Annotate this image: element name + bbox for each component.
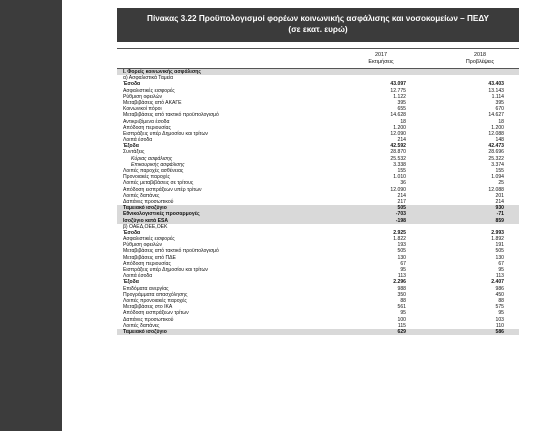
table-body: [117, 69, 519, 335]
value-2017: 217: [397, 198, 406, 205]
value-2017: 629: [397, 328, 406, 335]
value-2018: 95: [498, 310, 504, 317]
row-label: Κοινωνικοί πόροι: [123, 106, 162, 113]
row-label: Ασφαλιστικές εισφορές: [123, 236, 175, 243]
value-2017: 1.010: [393, 174, 406, 181]
row-label: Επιδόματα ανεργίας: [123, 285, 169, 292]
value-2017: 193: [397, 242, 406, 249]
value-2018: 95: [498, 267, 504, 273]
row-label: Έξοδα: [123, 279, 139, 286]
row-label: Λοιπές προνοιακές παροχές: [123, 297, 187, 304]
value-2018: 18: [498, 118, 504, 125]
value-2017: -198: [395, 217, 406, 224]
value-2018: 155: [495, 168, 504, 174]
row-label: Μεταβιβάσεις από τακτικό προϋπολογισμό: [123, 248, 219, 255]
value-2017: 1.122: [393, 93, 406, 100]
value-2018: 395: [495, 99, 504, 106]
row-label: Συντάξεις: [123, 149, 145, 156]
value-2017: 12.090: [390, 130, 406, 137]
row-label: Ρύθμιση οφειλών: [123, 93, 163, 100]
row-label: Δαπάνες προσωπικού: [123, 198, 174, 205]
value-2017: 561: [397, 304, 406, 311]
row-label: Έσοδα: [123, 81, 141, 88]
value-2017: 14.628: [390, 112, 406, 119]
row-label: Προγράμματα απασχόλησης: [123, 291, 188, 298]
value-2017: 395: [397, 99, 406, 106]
col-2017-header: [351, 52, 411, 65]
value-2018: 113: [495, 273, 504, 280]
value-2017: 36: [400, 180, 406, 187]
row-label: Έξοδα: [123, 143, 139, 150]
value-2018: 28.696: [488, 149, 504, 156]
row-label: Εθνικολογιστικές προσαρμογές: [123, 211, 200, 218]
value-2017: 155: [397, 168, 406, 174]
value-2018: 130: [495, 254, 504, 261]
table-unit-subtitle: (σε εκατ. ευρώ): [288, 25, 348, 34]
row-label: Μεταβιβάσεις στο ΙΚΑ: [123, 304, 173, 311]
value-2017: 95: [400, 267, 406, 273]
row-label: Λοιπές δαπάνες: [123, 322, 160, 329]
value-2018: 43.403: [488, 81, 504, 88]
value-2018: 986: [495, 285, 504, 292]
value-2017: 88: [400, 297, 406, 304]
table-title: Πίνακας 3.22 Προϋπολογισμοί φορέων κοινωνικής ασφάλισης και νοσοκομείων – ΠΕΔΥ: [147, 14, 489, 23]
value-2018: 214: [495, 198, 504, 205]
value-2018: -71: [496, 211, 504, 218]
table-title-bar: [117, 8, 519, 42]
value-2017: 115: [397, 322, 406, 329]
value-2018: 14.627: [488, 112, 504, 119]
row-label: Ασφαλιστικές εισφορές: [123, 87, 175, 94]
value-2017: 130: [397, 254, 406, 261]
row-label: Μεταβιβάσεις από ΑΚΑΓΕ: [123, 99, 182, 106]
row-label: Δαπάνες προσωπικού: [123, 316, 174, 323]
value-2017: 350: [397, 291, 406, 298]
row-label: Λοιπές μεταβιβάσεις σε τρίτους: [123, 180, 194, 187]
value-2018: 42.473: [488, 143, 504, 150]
value-2018: 1.200: [491, 124, 504, 131]
value-2018: 670: [495, 106, 504, 113]
value-2018: 586: [495, 328, 504, 335]
value-2017: 3.338: [393, 161, 406, 168]
row-label: Λοιπές δαπάνες: [123, 192, 160, 199]
value-2018: 88: [498, 297, 504, 304]
value-2017: -703: [395, 211, 406, 218]
value-2017: 1.200: [393, 124, 406, 131]
value-2018: 110: [495, 322, 504, 329]
col-2018-header: [450, 52, 510, 65]
value-2017: 214: [397, 192, 406, 199]
row-label: Ισοζύγιο κατά ESA: [123, 217, 169, 224]
value-2018: 67: [498, 260, 504, 267]
value-2018: 25.322: [488, 155, 504, 162]
value-2018: 505: [495, 248, 504, 255]
value-2017: 28.870: [390, 149, 406, 156]
value-2017: 2.925: [393, 229, 406, 236]
value-2017: 214: [397, 137, 406, 144]
value-2018: 103: [495, 316, 504, 323]
value-2017: 2.296: [393, 279, 406, 286]
row-label: Προνοιακές παροχές: [123, 174, 170, 181]
row-label: Απόδοση εισπράξεων τρίτων: [123, 310, 189, 317]
col-2018-label: Προβλέψεις: [465, 58, 495, 65]
value-2018: 930: [495, 205, 504, 212]
value-2018: 2.407: [491, 279, 504, 286]
row-label: α) Ασφαλιστικά Ταμεία: [123, 75, 174, 82]
row-label: Αντικριζόμενα έσοδα: [123, 118, 170, 125]
row-label: Εισπράξεις υπέρ Δημοσίου και τρίτων: [123, 130, 208, 137]
table-row: [117, 329, 519, 335]
row-label: Λοιπές παροχές ασθένειας: [123, 168, 184, 174]
table-header: [117, 48, 519, 69]
row-label: Επικουρικής ασφάλισης: [131, 161, 185, 168]
value-2017: 67: [400, 260, 406, 267]
value-2018: 25: [498, 180, 504, 187]
row-label: Απόδοση περιουσίας: [123, 124, 171, 131]
value-2017: 505: [397, 205, 406, 212]
value-2018: 13.143: [488, 87, 504, 94]
value-2017: 25.532: [390, 155, 406, 162]
value-2018: 1.094: [491, 174, 504, 181]
value-2017: 43.097: [390, 81, 406, 88]
value-2018: 12.088: [488, 186, 504, 193]
row-label: Μεταβιβάσεις από τακτικό προϋπολογισμό: [123, 112, 219, 119]
value-2018: 12.088: [488, 130, 504, 137]
col-2017-year: 2017: [375, 52, 387, 58]
value-2017: 12.775: [390, 87, 406, 94]
col-2017-label: Εκτιμήσεις: [368, 58, 394, 65]
value-2018: 1.114: [491, 93, 504, 100]
value-2017: 113: [397, 273, 406, 280]
value-2017: 505: [397, 248, 406, 255]
value-2018: 148: [495, 137, 504, 144]
row-label: β) ΟΑΕΔ,ΟΕΕ,ΟΕΚ: [123, 223, 168, 230]
value-2017: 42.592: [390, 143, 406, 150]
value-2018: 191: [495, 242, 504, 249]
value-2017: 100: [397, 316, 406, 323]
row-label: Ρύθμιση οφειλών: [123, 242, 163, 249]
value-2018: 575: [495, 304, 504, 311]
row-label: Ταμειακό ισοζύγιο: [123, 328, 167, 335]
budget-table: [117, 48, 519, 335]
row-label: Ι. Φορείς κοινωνικής ασφάλισης: [123, 69, 202, 75]
row-label: Λοιπά έσοδα: [123, 273, 153, 280]
col-2018-year: 2018: [474, 52, 486, 58]
value-2018: 201: [495, 192, 504, 199]
value-2017: 1.822: [393, 236, 406, 243]
row-label: Λοιπά έσοδα: [123, 137, 153, 144]
row-label: Απόδοση περιουσίας: [123, 260, 171, 267]
row-label: Ταμειακό ισοζύγιο: [123, 205, 167, 212]
value-2017: 18: [400, 118, 406, 125]
row-label: Κύριας ασφάλισης: [131, 155, 173, 162]
left-dark-panel: [0, 0, 62, 431]
value-2017: 12.090: [390, 186, 406, 193]
row-label: Εισπράξεις υπέρ Δημοσίου και τρίτων: [123, 267, 208, 273]
value-2017: 655: [397, 106, 406, 113]
value-2018: 450: [495, 291, 504, 298]
value-2018: 2.993: [491, 229, 504, 236]
row-label: Μεταβιβάσεις από ΠΔΕ: [123, 254, 176, 261]
value-2018: 859: [495, 217, 504, 224]
row-label: Απόδοση εισπράξεων υπέρ τρίτων: [123, 186, 202, 193]
value-2018: 1.892: [491, 236, 504, 243]
row-label: Έσοδα: [123, 229, 141, 236]
value-2017: 95: [400, 310, 406, 317]
document-page: [117, 0, 519, 431]
value-2018: 3.374: [491, 161, 504, 168]
value-2017: 988: [397, 285, 406, 292]
